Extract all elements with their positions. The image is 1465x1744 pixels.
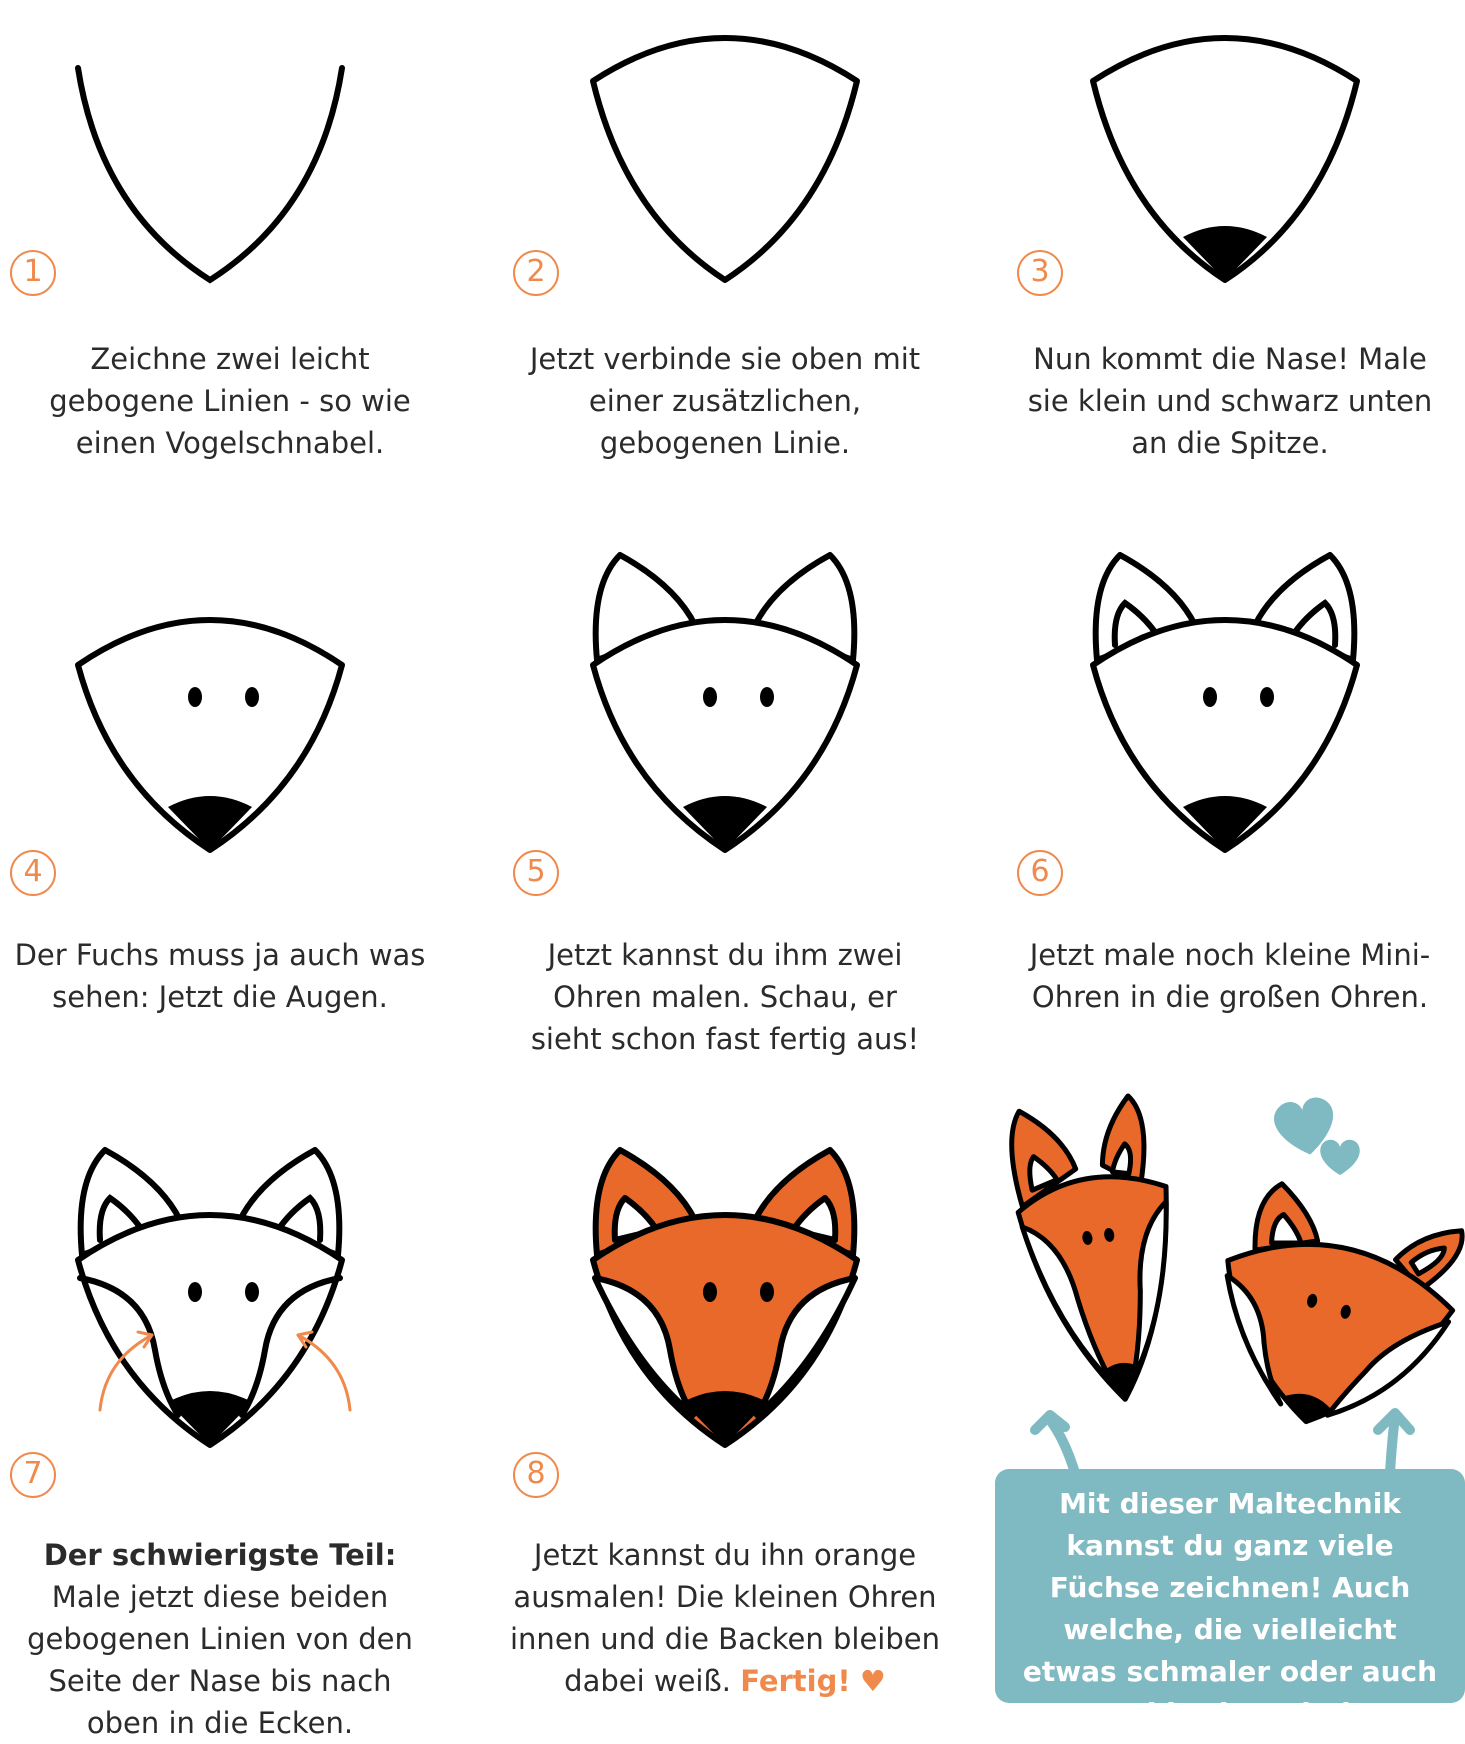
step-3-drawing	[1075, 25, 1375, 345]
step-caption-5: Jetzt kannst du ihm zwei Ohren malen. Schau, er sieht schon fast fertig aus!	[530, 938, 920, 1056]
heart-icon: ♥	[859, 1664, 886, 1698]
step-number-8: 8	[513, 1452, 559, 1498]
step-5-drawing	[575, 545, 875, 885]
step-caption-2: Jetzt verbinde sie oben mit einer zusätzlichen, gebogenen Linie.	[529, 342, 921, 460]
step-number-7: 7	[10, 1452, 56, 1498]
step-caption-8	[505, 1534, 945, 1702]
step-2-drawing	[575, 25, 875, 345]
caption-text: Jetzt kannst du ihn orange ausmalen! Die kleinen Ohren innen und die Backen bleiben dabei weiß.	[510, 1538, 940, 1698]
narrow-fox-drawing	[1010, 1085, 1210, 1425]
step-number-6: 6	[1017, 850, 1063, 896]
caption-highlight: Fertig!	[740, 1664, 851, 1698]
step-8-drawing	[575, 1140, 875, 1480]
eye-icon	[188, 687, 202, 707]
step-caption-1: Zeichne zwei leicht gebogene Linien - so wie einen Vogelschnabel.	[49, 342, 411, 460]
step-caption-7	[10, 1534, 430, 1744]
step-caption-3: Nun kommt die Nase! Male sie klein und schwarz unten an die Spitze.	[1027, 342, 1433, 460]
step-number-1: 1	[10, 250, 56, 296]
step-caption-4: Der Fuchs muss ja auch was sehen: Jetzt die Augen.	[14, 938, 426, 1014]
caption-text: Male jetzt diese beiden gebogenen Linien von den Seite der Nase bis nach oben in die Ecken.	[27, 1580, 413, 1740]
info-callout: Mit dieser Maltechnik kannst du ganz viele Füchse zeichnen! Auch welche, die vielleicht etwas schmaler oder auch mal breiter sind.	[995, 1469, 1465, 1703]
hearts-icon	[1265, 1085, 1375, 1185]
step-number-3: 3	[1017, 250, 1063, 296]
caption-bold: Der schwierigste Teil:	[43, 1538, 397, 1572]
arrows-icon	[1020, 1395, 1440, 1475]
step-7-drawing	[60, 1140, 390, 1480]
step-number-2: 2	[513, 250, 559, 296]
step-4-drawing	[60, 605, 360, 885]
step-number-5: 5	[513, 850, 559, 896]
step-caption-6: Jetzt male noch kleine Mini-Ohren in die großen Ohren.	[1029, 938, 1431, 1014]
step-6-drawing	[1075, 545, 1375, 885]
step-number-4: 4	[10, 850, 56, 896]
step-1-drawing	[60, 40, 360, 360]
